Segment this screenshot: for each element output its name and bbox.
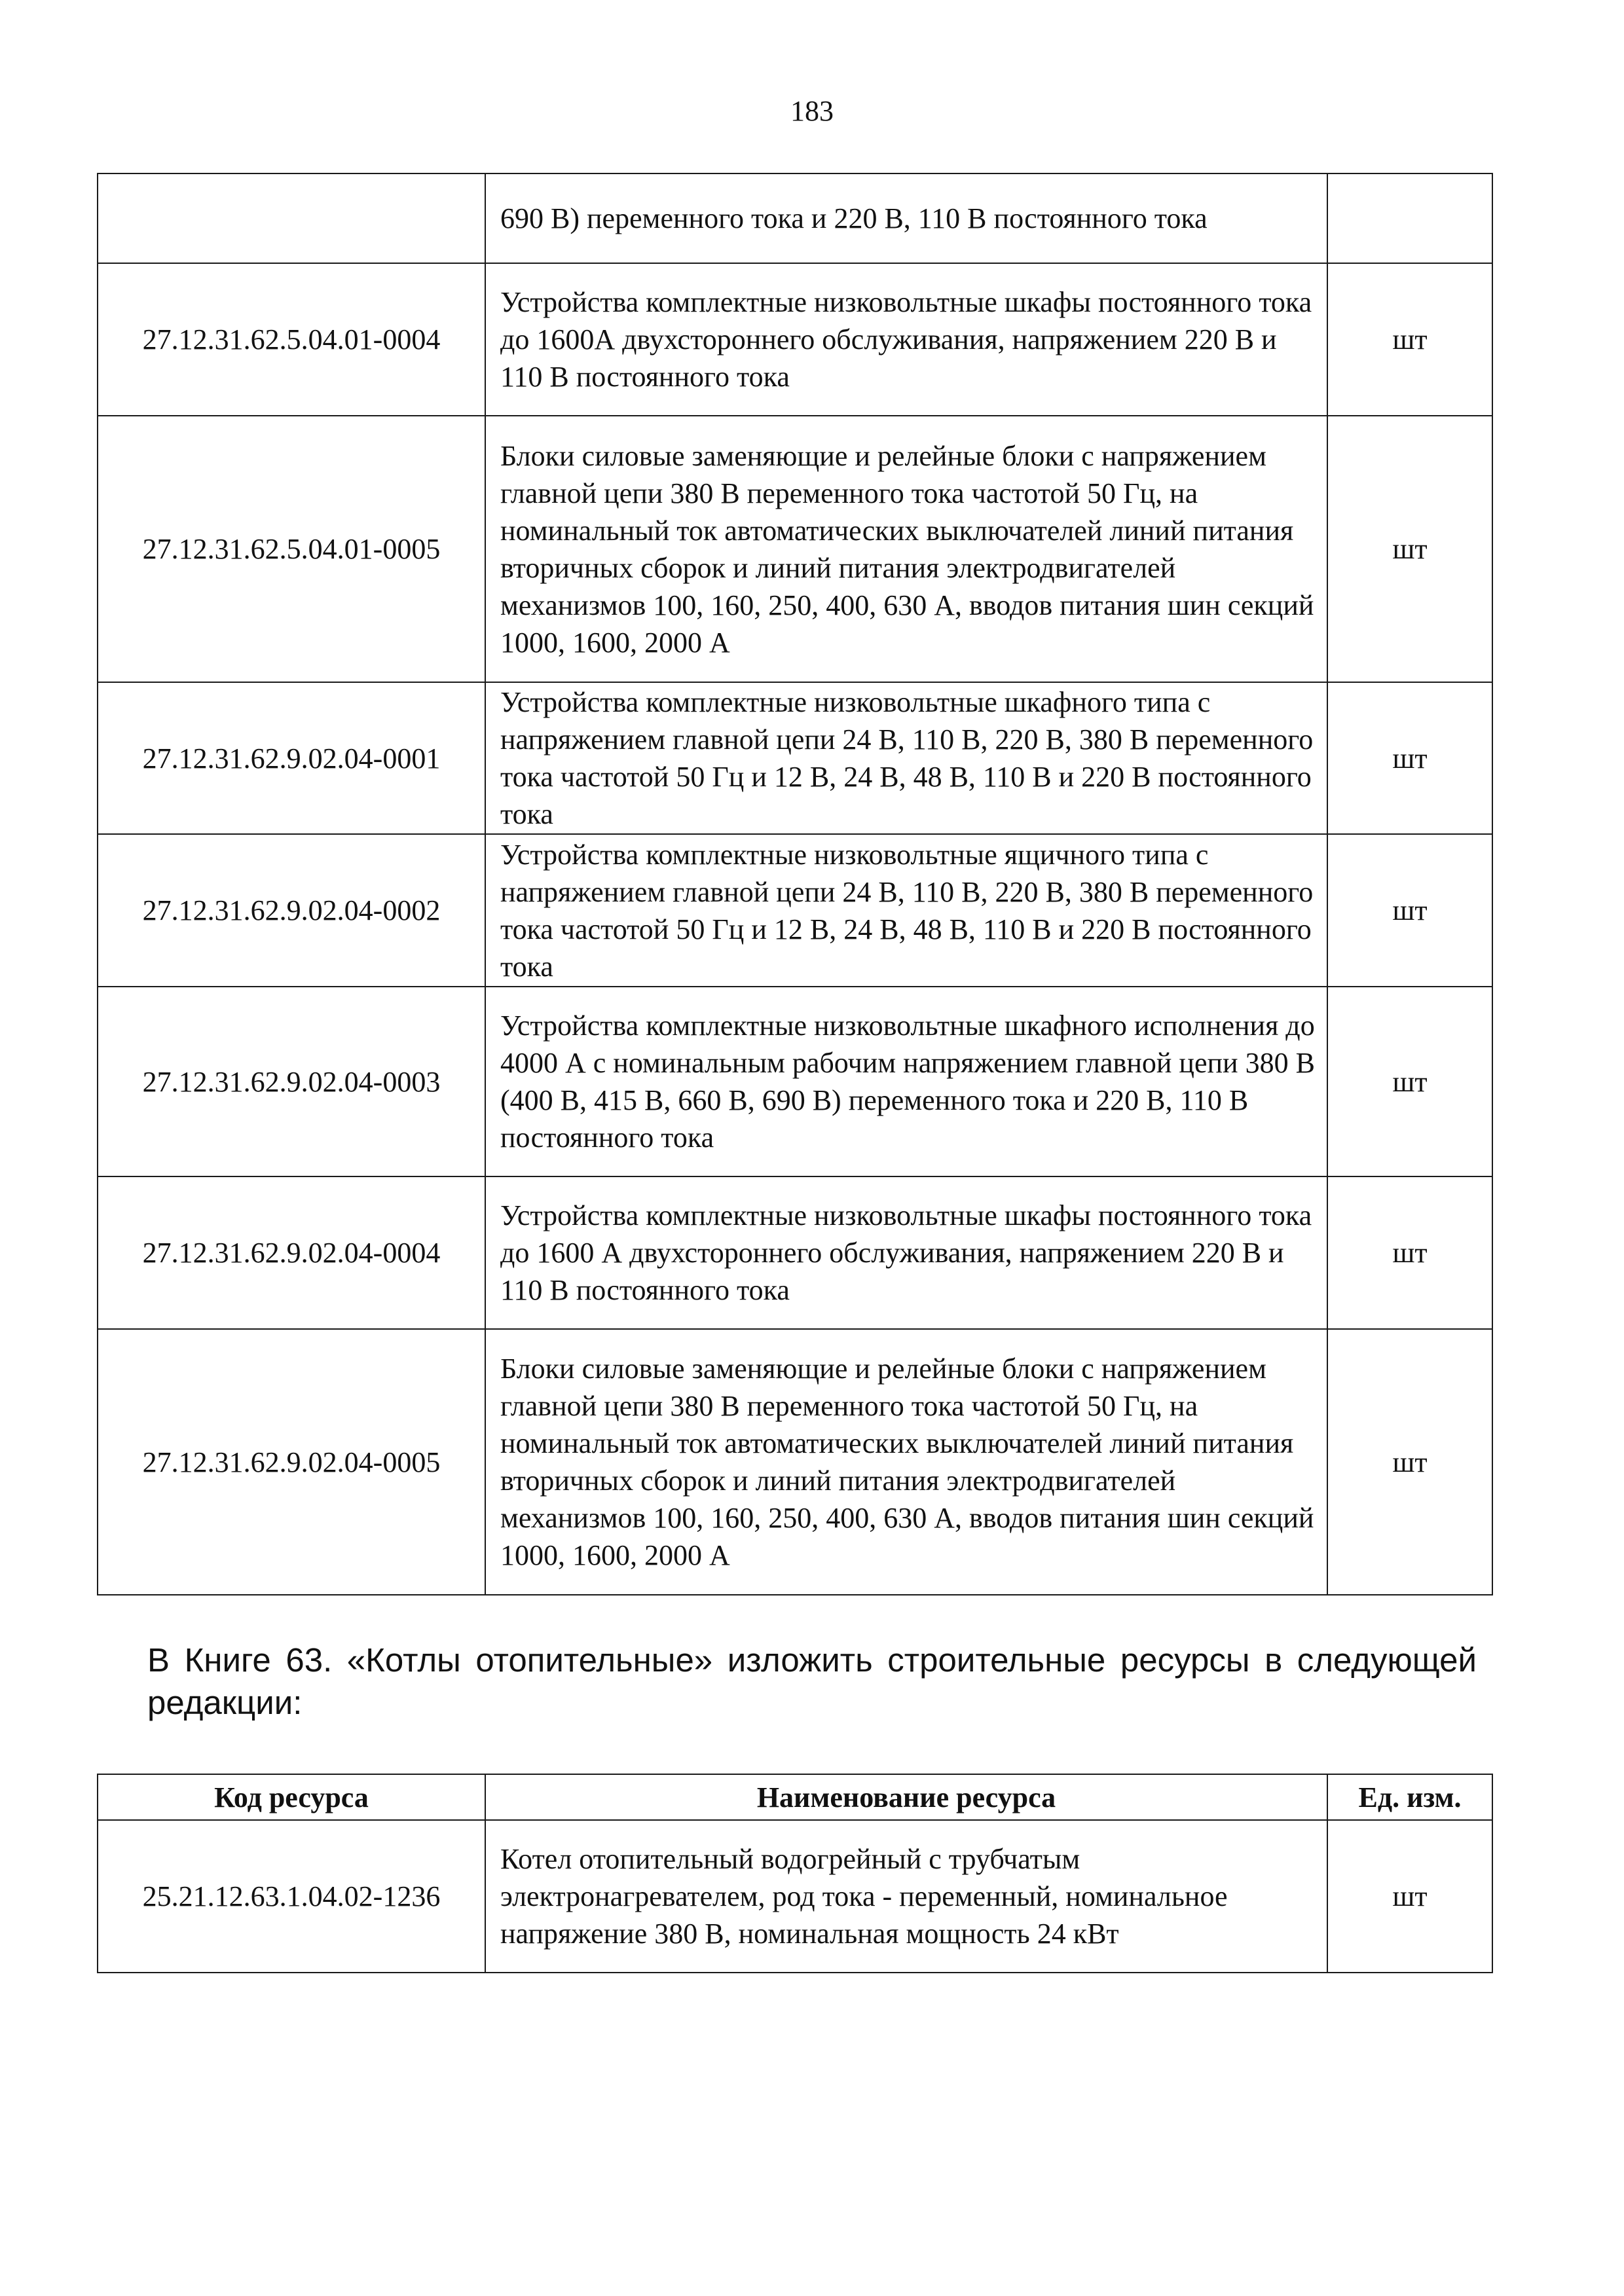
resource-name: 690 В) переменного тока и 220 В, 110 В постоянного тока [485, 173, 1327, 263]
resource-code: 27.12.31.62.9.02.04-0003 [98, 987, 485, 1176]
resource-name: Устройства комплектные низковольтные ящичного типа с напряжением главной цепи 24 В, 110 В, 220 В, 380 В переменного тока частотой 50 Гц и 12 В, 24 В, 48 В, 110 В и 220 В постоянного тока [485, 834, 1327, 987]
resource-unit: шт [1327, 1820, 1492, 1973]
resource-name: Блоки силовые заменяющие и релейные блоки с напряжением главной цепи 380 В переменного тока частотой 50 Гц, на номинальный ток автоматических выключателей линий питания вторичных сборок и линий питания электродвигателей механизмов 100, 160, 250, 400, 630 А, вводов питания шин секций 1000, 1600, 2000 А [485, 1329, 1327, 1595]
header-unit: Ед. изм. [1327, 1774, 1492, 1820]
resource-unit: шт [1327, 682, 1492, 834]
resource-code: 27.12.31.62.9.02.04-0004 [98, 1176, 485, 1329]
table-row [98, 263, 1492, 416]
page-number: 183 [790, 95, 834, 127]
table-row [98, 682, 1492, 834]
resources-table-book-63 [97, 1774, 1493, 1973]
table-row [98, 1176, 1492, 1329]
resource-unit: шт [1327, 263, 1492, 416]
resource-unit [1327, 173, 1492, 263]
resource-unit: шт [1327, 1329, 1492, 1595]
table-row [98, 1329, 1492, 1595]
resource-unit: шт [1327, 834, 1492, 987]
resource-unit: шт [1327, 416, 1492, 682]
table-row [98, 173, 1492, 263]
resource-name: Устройства комплектные низковольтные шкафы постоянного тока до 1600 А двухстороннего обслуживания, напряжением 220 В и 110 В постоянного тока [485, 1176, 1327, 1329]
resource-code: 27.12.31.62.5.04.01-0005 [98, 416, 485, 682]
resource-code: 27.12.31.62.5.04.01-0004 [98, 263, 485, 416]
header-name: Наименование ресурса [485, 1774, 1327, 1820]
resource-unit: шт [1327, 1176, 1492, 1329]
resources-table-continued [97, 173, 1493, 1595]
resource-unit: шт [1327, 987, 1492, 1176]
resource-name: Блоки силовые заменяющие и релейные блоки с напряжением главной цепи 380 В переменного тока частотой 50 Гц, на номинальный ток автоматических выключателей линий питания вторичных сборок и линий питания электродвигателей механизмов 100, 160, 250, 400, 630 А, вводов питания шин секций 1000, 1600, 2000 А [485, 416, 1327, 682]
resource-name: Устройства комплектные низковольтные шкафы постоянного тока до 1600А двухстороннего обслуживания, напряжением 220 В и 110 В постоянного тока [485, 263, 1327, 416]
resource-code: 25.21.12.63.1.04.02-1236 [98, 1820, 485, 1973]
resource-name: Котел отопительный водогрейный с трубчатым электронагревателем, род тока - переменный, номинальное напряжение 380 В, номинальная мощность 24 кВт [485, 1820, 1327, 1973]
instruction-paragraph: В Книге 63. «Котлы отопительные» изложить строительные ресурсы в следующей редакции: [147, 1641, 1477, 1721]
table-row [98, 416, 1492, 682]
resource-name: Устройства комплектные низковольтные шкафного исполнения до 4000 А с номинальным рабочим напряжением главной цепи 380 В (400 В, 415 В, 660 В, 690 В) переменного тока и 220 В, 110 В постоянного тока [485, 987, 1327, 1176]
header-code: Код ресурса [98, 1774, 485, 1820]
resource-name: Устройства комплектные низковольтные шкафного типа с напряжением главной цепи 24 В, 110 В, 220 В, 380 В переменного тока частотой 50 Гц и 12 В, 24 В, 48 В, 110 В и 220 В постоянного тока [485, 682, 1327, 834]
resource-code [98, 173, 485, 263]
resource-code: 27.12.31.62.9.02.04-0001 [98, 682, 485, 834]
table-row [98, 1820, 1492, 1973]
table-header-row [98, 1774, 1492, 1820]
resource-code: 27.12.31.62.9.02.04-0002 [98, 834, 485, 987]
table-row [98, 834, 1492, 987]
resource-code: 27.12.31.62.9.02.04-0005 [98, 1329, 485, 1595]
table-row [98, 987, 1492, 1176]
